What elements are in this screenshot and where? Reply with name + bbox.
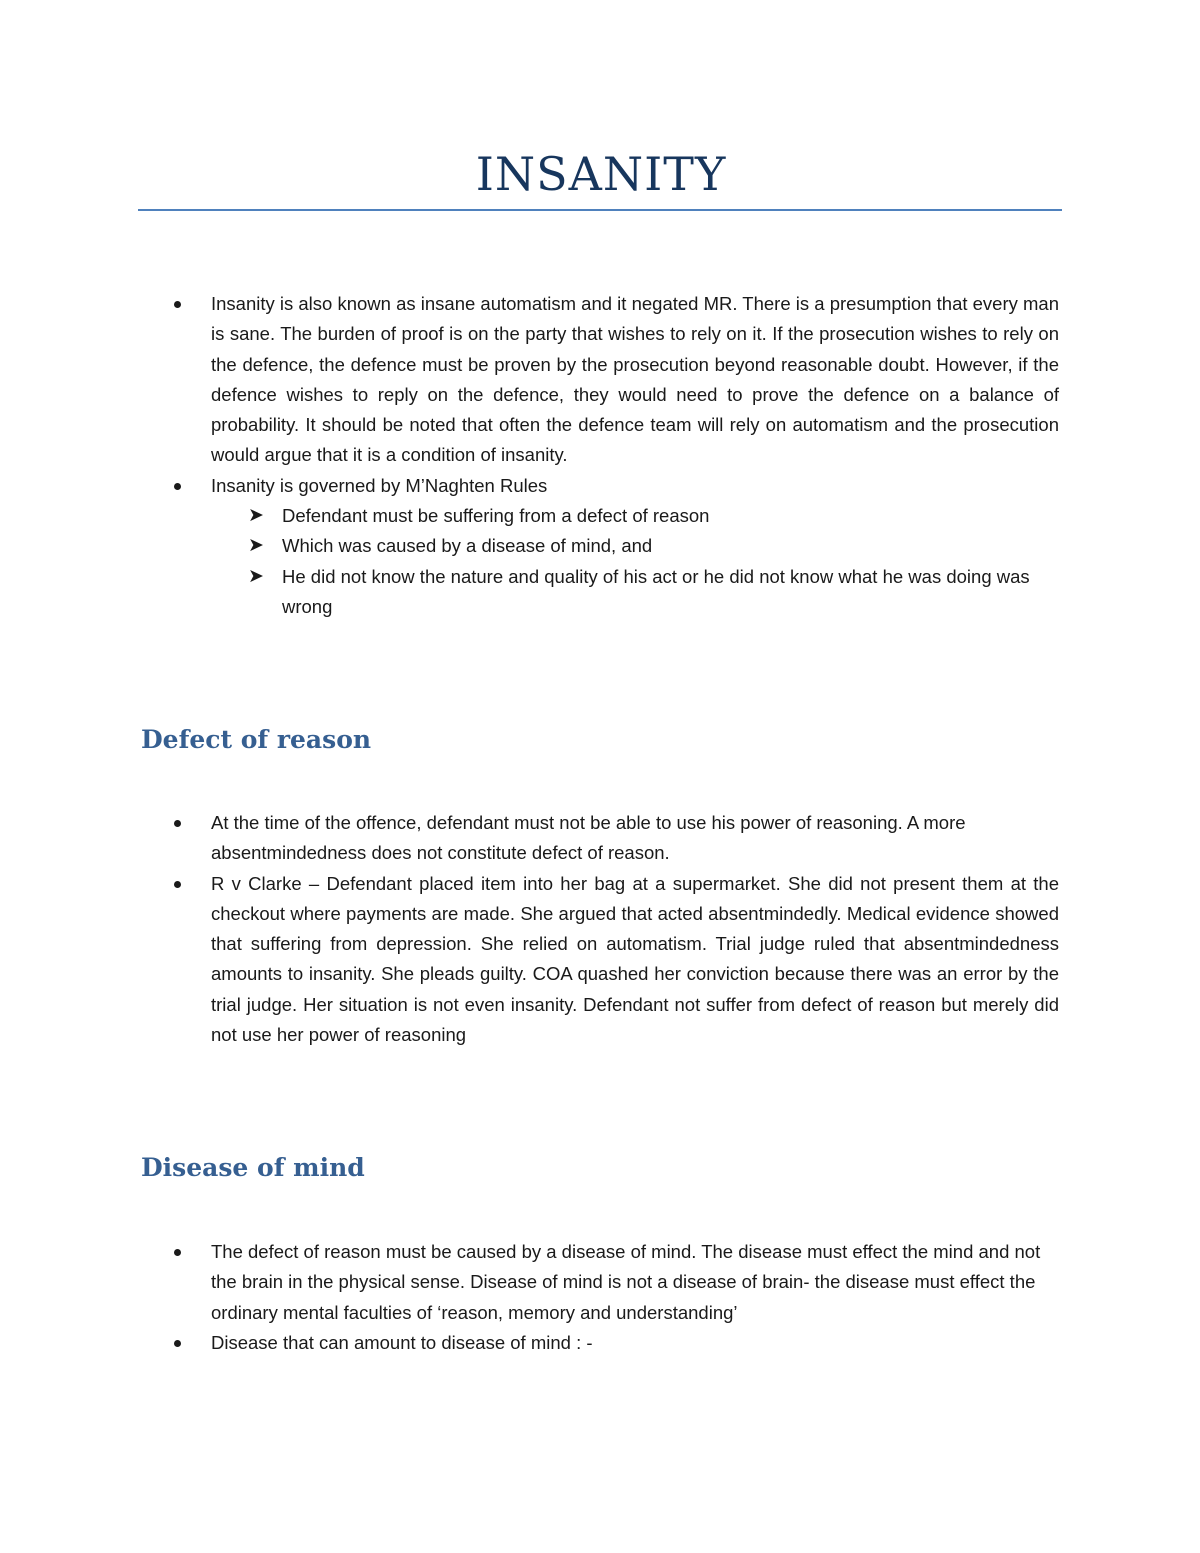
list-item — [0, 1237, 1059, 1328]
sub-list-item — [0, 531, 1059, 561]
section-heading-disease-of-mind: Disease of mind — [141, 1153, 365, 1182]
sub-list-item — [0, 501, 1059, 531]
list-item-text: R v Clarke – Defendant placed item into her bag at a supermarket. She did not present them at the checkout where payments are made. She argued that acted absentmindedly. Medical evidence showed that suffering from depression. She relied on automatism. Trial judge ruled that absentmindedness amounts to insanity. She pleads guilty. COA quashed her conviction because there was an error by the trial judge. Her situation is not even insanity. Defendant not suffer from defect of reason but merely did not use her power of reasoning — [211, 872, 1059, 1046]
list-item — [0, 471, 1059, 622]
section-heading-defect-of-reason: Defect of reason — [141, 725, 372, 754]
list-item — [0, 808, 1059, 869]
bullet-icon — [174, 301, 181, 308]
arrowhead-right-icon: ➤ — [248, 535, 264, 557]
document-title: INSANITY — [475, 147, 727, 201]
bullet-icon — [174, 1340, 181, 1347]
bullet-icon — [174, 820, 181, 827]
arrowhead-right-icon: ➤ — [248, 565, 264, 587]
list-item — [0, 869, 1059, 1051]
title-underline — [138, 209, 1062, 211]
mnaghten-rules-list — [211, 501, 1059, 622]
list-item-text: Insanity is also known as insane automatism and it negated MR. There is a presumption that every man is sane. The burden of proof is on the party that wishes to rely on it. If the prosecution wishes to rely on the defence, the defence must be proven by the prosecution beyond reasonable doubt. However, if the defence wishes to reply on the defence, they would need to prove the defence on a balance of probability. It should be noted that often the defence team will rely on automatism and the prosecution would argue that it is a condition of insanity. — [211, 293, 1060, 466]
list-item-text: The defect of reason must be caused by a disease of mind. The disease must effect the mind and not the brain in the physical sense. Disease of mind is not a disease of brain- the disease must effect the ordinary mental faculties of ‘reason, memory and understanding’ — [211, 1241, 1041, 1323]
disease-of-mind-list — [0, 1237, 1200, 1358]
list-item-text: At the time of the offence, defendant must not be able to use his power of reasoning. A more absentmindedness does not constitute defect of reason. — [211, 812, 966, 864]
sub-list-item — [0, 562, 1059, 623]
intro-bullet-list — [0, 289, 1200, 622]
arrowhead-right-icon: ➤ — [248, 505, 264, 527]
bullet-icon — [174, 1249, 181, 1256]
defect-of-reason-list — [0, 808, 1200, 1050]
sub-list-item-text: Defendant must be suffering from a defect of reason — [282, 505, 710, 527]
bullet-icon — [174, 483, 181, 490]
list-item — [0, 289, 1059, 471]
list-item — [0, 1328, 1059, 1358]
sub-list-item-text: He did not know the nature and quality of his act or he did not know what he was doing was wrong — [282, 565, 1030, 617]
list-item-text: Insanity is governed by M’Naghten Rules — [211, 474, 548, 496]
list-item-text: Disease that can amount to disease of mind : - — [211, 1331, 593, 1353]
sub-list-item-text: Which was caused by a disease of mind, and — [282, 535, 653, 557]
bullet-icon — [174, 881, 181, 888]
